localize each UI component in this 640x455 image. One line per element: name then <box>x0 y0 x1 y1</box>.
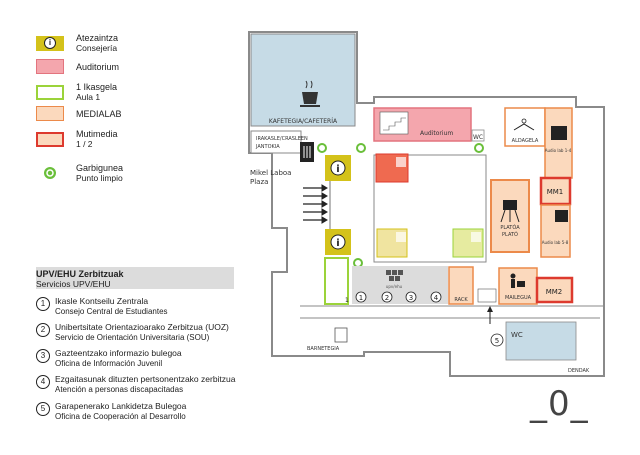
legend-sublabel: 1 / 2 <box>76 139 93 149</box>
wc-area[interactable] <box>506 322 576 360</box>
teacher-dining-label: IRAKASLE/CRASLEEN <box>256 136 308 142</box>
service-name-es: Servicio de Orientación Universitaria (SOU) <box>55 332 210 342</box>
legend-label: Atezaintza <box>76 33 119 43</box>
audio-lab-label: Audio lab 1-4 <box>544 148 572 153</box>
floor-number: _0_ <box>530 384 589 424</box>
mailegua-label: MAILEGUA <box>504 295 532 301</box>
legend-label: MEDIALAB <box>76 108 122 119</box>
legend-label: Auditorium <box>76 61 120 72</box>
service-number: 3 <box>36 349 50 363</box>
service-number: 2 <box>36 323 50 337</box>
legend-sublabel: Aula 1 <box>76 92 101 102</box>
plato-label-2: PLATÓ <box>502 232 518 238</box>
recycle-point <box>475 144 483 152</box>
aldagela-label: ALDAGELA <box>511 138 539 144</box>
service-number: 1 <box>36 297 50 311</box>
rack-label: RACK <box>454 297 468 303</box>
services-title: UPV/EHU Zerbitzuak <box>36 269 124 279</box>
service-name: Ezgaitasunak dituzten pertsonentzako zerbitzua <box>55 374 236 384</box>
mm2-label: MM2 <box>545 288 563 296</box>
dendak-label: DENDAK <box>568 368 590 374</box>
plaza-label2: Plaza <box>250 178 269 186</box>
info-icon: i <box>44 37 56 49</box>
audio-lab-label-2: Audio lab 5-8 <box>541 240 569 245</box>
service-name: Gazteentzako informazio bulegoa <box>55 348 182 358</box>
wc-label: WC <box>473 134 484 141</box>
barnetegia-icon <box>335 328 347 342</box>
service-name: Unibertsitate Orientazioarako Zerbitzua (UOZ) <box>55 322 229 332</box>
plaza-label: Mikel Laboa <box>250 169 292 177</box>
service-name-es: Oficina de Información Juvenil <box>55 358 163 368</box>
elevator-icon <box>478 289 496 302</box>
barnetegia-label: BARNETEGIA <box>307 346 340 352</box>
legend-sublabel: Punto limpio <box>76 173 123 183</box>
service-number: 5 <box>36 402 50 416</box>
legend-label: 1 Ikasgela <box>76 82 118 92</box>
service-name: Ikasle Kontseilu Zentrala <box>55 296 149 306</box>
info-icon: i <box>336 164 340 175</box>
recycle-point <box>318 144 326 152</box>
service-name-es: Consejo Central de Estudiantes <box>55 306 168 316</box>
auditorium-label: Auditorium <box>420 130 454 137</box>
audio-lab-icon-2 <box>555 210 568 222</box>
service-name-es: Atención a personas discapacitadas <box>55 384 184 394</box>
recycle-point <box>354 259 362 267</box>
wc-label-2: WC <box>511 331 523 339</box>
service-marker-3: 3 <box>408 294 414 302</box>
legend-sublabel: Consejería <box>76 43 118 53</box>
cafeteria-area[interactable] <box>251 34 355 126</box>
plato-label: PLATÓA <box>500 225 520 231</box>
audio-lab-1[interactable] <box>545 108 572 178</box>
entrance-arrows <box>303 185 327 223</box>
service-marker-5: 5 <box>494 337 500 345</box>
service-marker-1: 1 <box>345 297 349 304</box>
audio-lab-icon <box>551 126 567 140</box>
legend-label: Mutimedia <box>76 129 118 139</box>
services-subtitle: Servicios UPV/EHU <box>36 279 111 289</box>
recycle-point <box>357 144 365 152</box>
service-name-es: Oficina de Cooperación al Desarrollo <box>55 411 186 421</box>
info-icon: i <box>336 238 340 249</box>
teacher-dining-label2: JANTOKIA <box>256 144 280 150</box>
service-name: Garapenerako Lankidetza Bulegoa <box>55 401 187 411</box>
service-marker-1b: 1 <box>358 294 364 302</box>
cafeteria-label: KAFETEGIA/CAFETERÍA <box>268 118 338 125</box>
seats-icon <box>380 112 408 134</box>
service-marker-4: 4 <box>433 294 439 302</box>
service-marker-2: 2 <box>384 294 390 302</box>
legend-label: Garbigunea <box>76 163 124 173</box>
service-number: 4 <box>36 375 50 389</box>
mm1-label: MM1 <box>546 188 564 196</box>
upv-logo-text: upv/ehu <box>385 284 403 289</box>
